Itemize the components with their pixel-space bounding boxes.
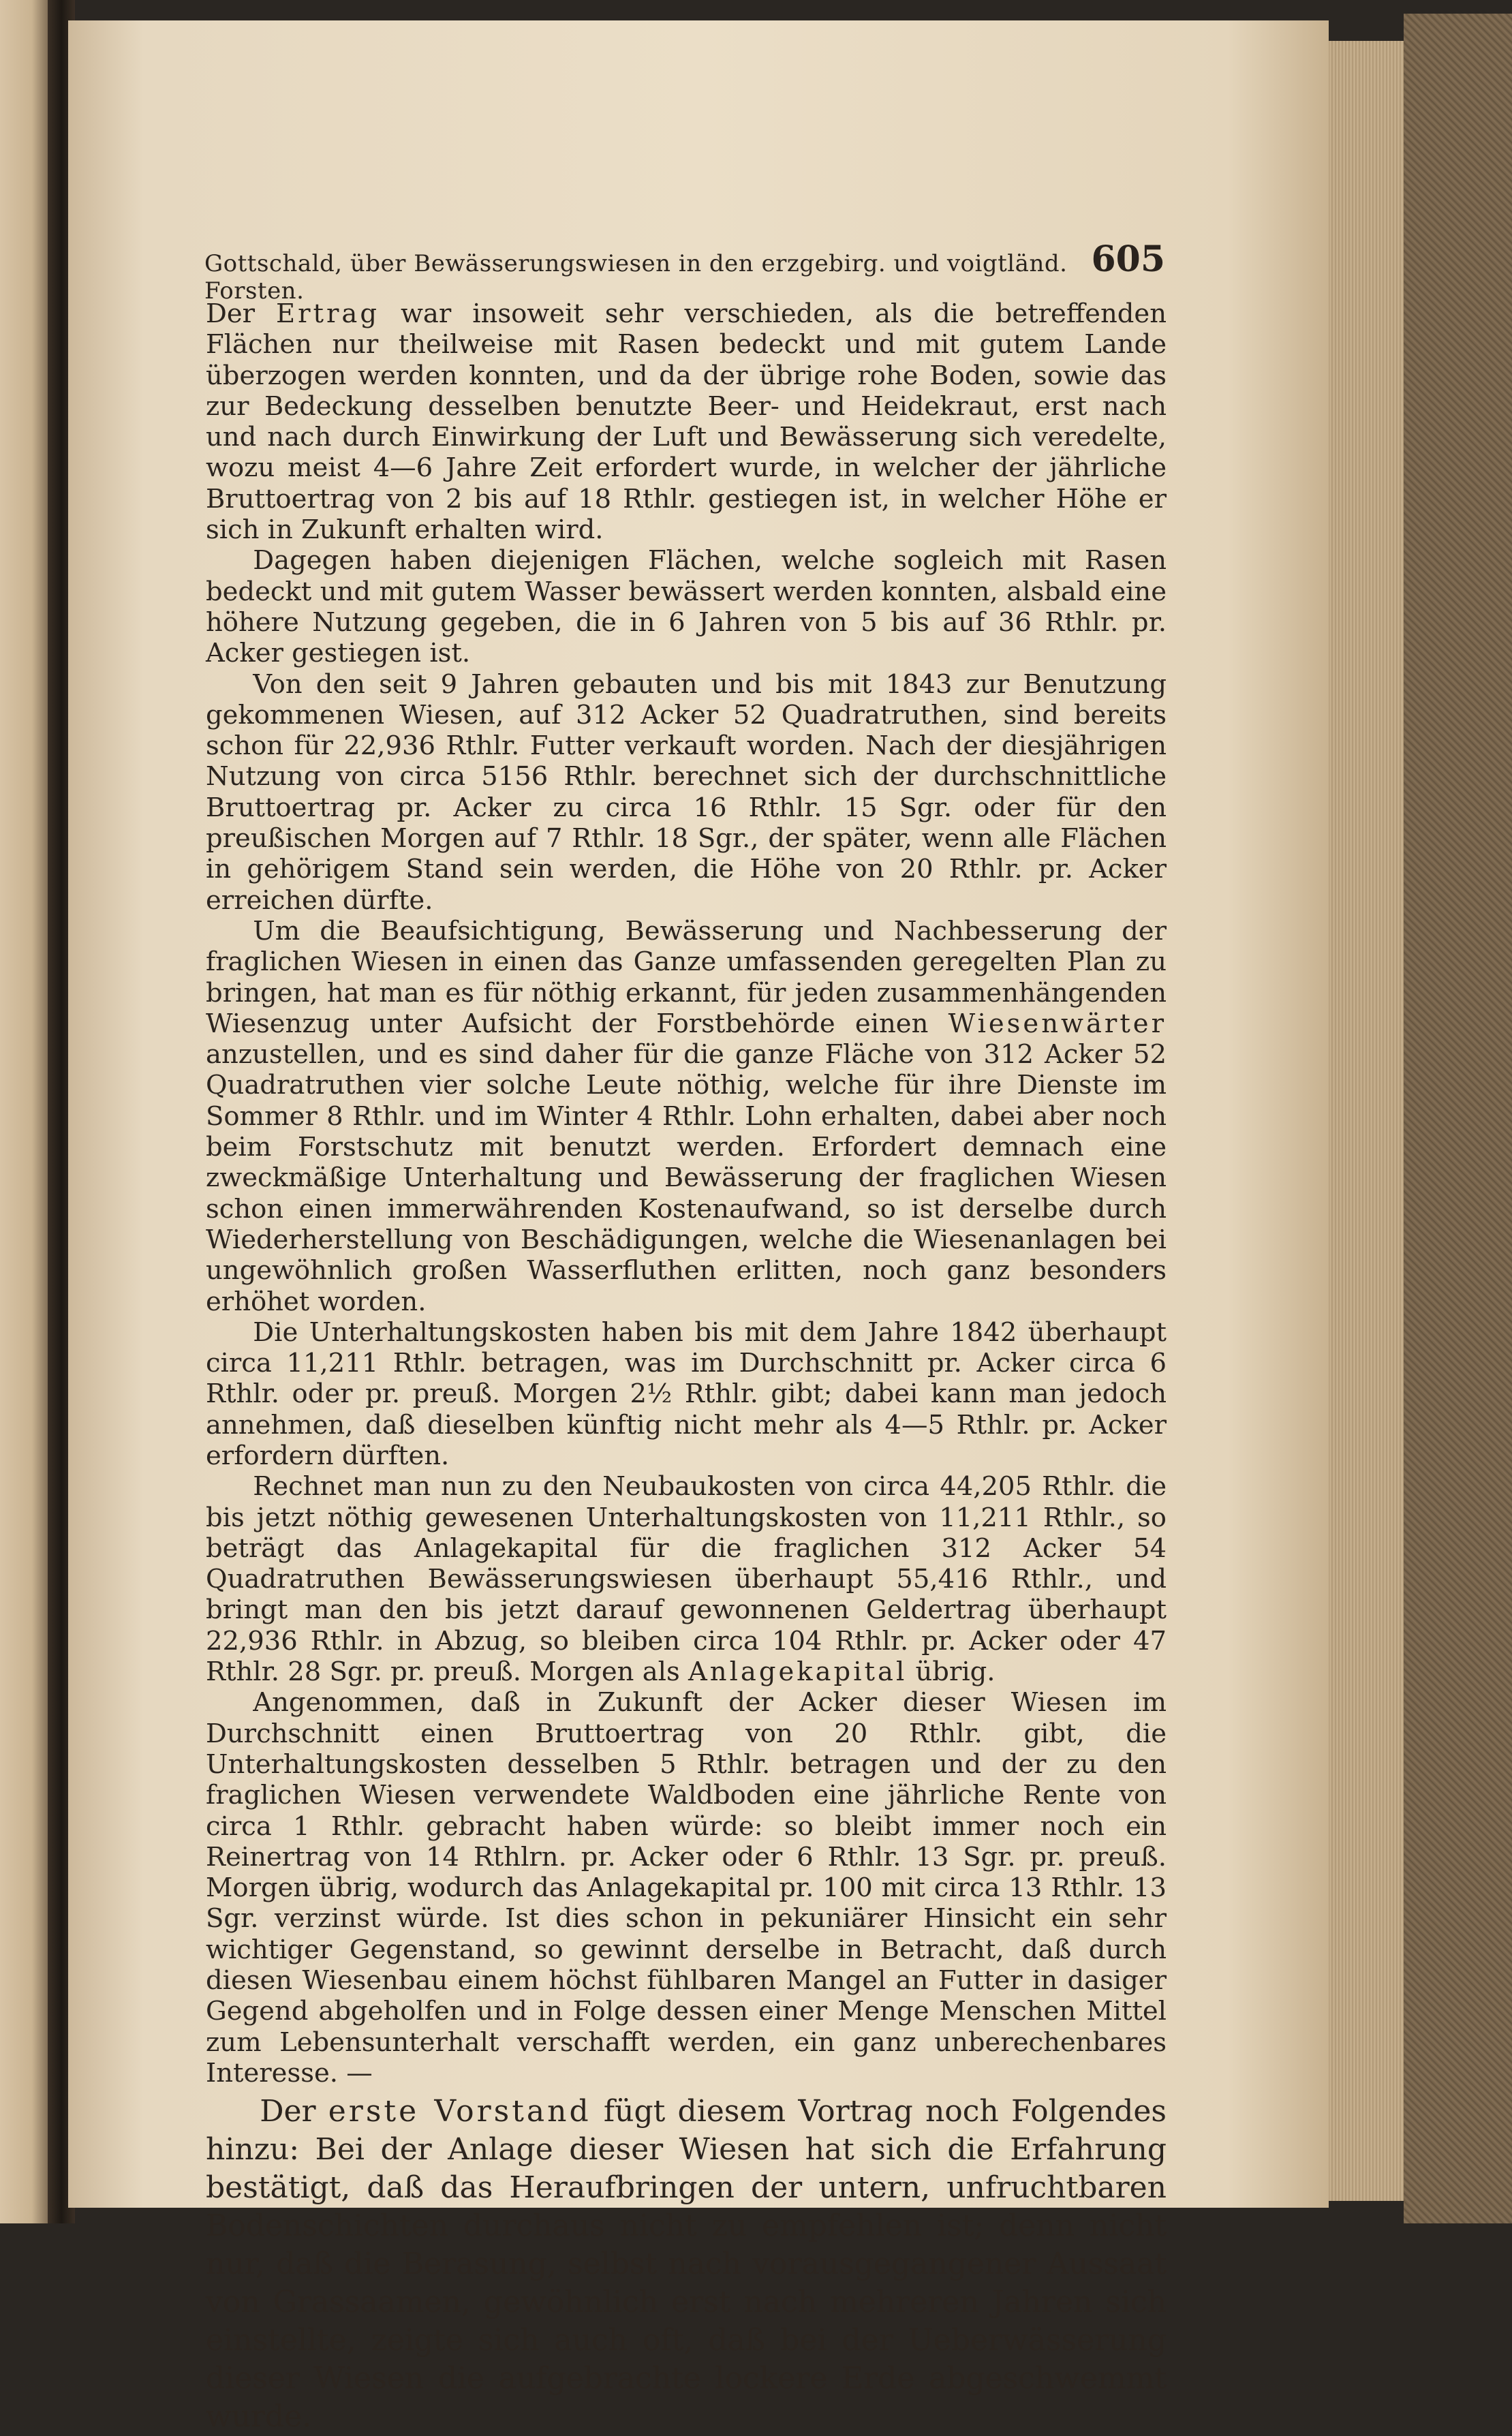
paragraph-6-lead: Rechnet man nun zu den Neubaukosten von circa 44,205 Rthlr. die bis jetzt nöthig gewesenen Unterhaltungskosten von 11,211 Rthlr., so beträgt das Anlagekapital für die fraglichen 312 Acker 54 Quadratruthen Bewässerungswiesen überhaupt 55,416 Rthlr., und bringt man den bis jetzt darauf gewonnenen Geldertrag überhaupt 22,936 Rthlr. in Abzug, so bleiben circa 104 Rthlr. pr. Acker oder 47 Rthlr. 28 Sgr. pr. preuß. Morgen als	[206, 1471, 1167, 1688]
paragraph-6	[206, 1471, 1167, 1687]
page-stack-edge	[1329, 41, 1404, 2201]
paragraph-8-lead: Der	[260, 2094, 316, 2129]
paragraph-4	[206, 916, 1167, 1317]
paragraph-2: Dagegen haben diejenigen Flächen, welche sogleich mit Rasen bedeckt und mit gutem Wasser bewässert werden konnten, alsbald eine höhere Nutzung gegeben, die in 6 Jahren von 5 bis auf 36 Rthlr. pr. Acker gestiegen ist.	[206, 545, 1167, 669]
paragraph-6-spaced: Anlagekapital	[688, 1656, 908, 1688]
paragraph-4-lead: Um die Beaufsichtigung, Bewässerung und Nachbesserung der fraglichen Wiesen in einen das Ganze umfassenden geregelten Plan zu bringen, hat man es für nöthig erkannt, für jeden zusammenhängenden Wiesenzug unter Aufsicht der Forstbehörde einen	[206, 915, 1167, 1039]
page-header	[204, 238, 1165, 305]
paragraph-8-spaced: erste Vorstand	[328, 2094, 591, 2129]
paragraph-5: Die Unterhaltungskosten haben bis mit dem Jahre 1842 überhaupt circa 11,211 Rthlr. betragen, was im Durchschnitt pr. Acker circa 6 Rthlr. oder pr. preuß. Morgen 2½ Rthlr. gibt; dabei kann man jedoch annehmen, daß dieselben künftig nicht mehr als 4—5 Rthlr. pr. Acker erfordern dürften.	[206, 1316, 1167, 1471]
paragraph-4-rest: anzustellen, und es sind daher für die ganze Fläche von 312 Acker 52 Quadratruthen vier solche Leute nöthig, welche für ihre Dienste im Sommer 8 Rthlr. und im Winter 4 Rthlr. Lohn erhalten, dabei aber noch beim Forstschutz mit benutzt werden. Erfordert demnach eine zweckmäßige Unterhaltung und Bewässerung der fraglichen Wiesen schon einen immerwährenden Kostenaufwand, so ist derselbe durch Wiederherstellung von Beschädigungen, welche die Wiesenanlagen bei ungewöhnlich großen Wasserfluthen erlitten, noch ganz besonders erhöhet worden.	[206, 1039, 1167, 1317]
paragraph-1-lead: Der	[206, 298, 256, 329]
left-page-edge	[0, 0, 53, 2223]
running-head: Gottschald, über Bewässerungswiesen in den erzgebirg. und voigtländ. Forsten.	[204, 250, 1068, 305]
paragraph-7: Angenommen, daß in Zukunft der Acker dieser Wiesen im Durchschnitt einen Bruttoertrag von 20 Rthlr. gibt, die Unterhaltungskosten desselben 5 Rthlr. betragen und der zu den fraglichen Wiesen verwendete Waldboden eine jährliche Rente von circa 1 Rthlr. gebracht haben würde: so bleibt immer noch ein Reinertrag von 14 Rthlrn. pr. Acker oder 6 Rthlr. 13 Sgr. pr. preuß. Morgen übrig, wodurch das Anlagekapital pr. 100 mit circa 13 Rthlr. 13 Sgr. verzinst würde. Ist dies schon in pekuniärer Hinsicht ein sehr wichtiger Gegenstand, so gewinnt derselbe in Betracht, daß durch diesen Wiesenbau einem höchst fühlbaren Mangel an Futter in dasiger Gegend abgeholfen und in Folge dessen einer Menge Menschen Mittel zum Lebensunterhalt verschafft werden, ein ganz unberechenbares Interesse. —	[206, 1687, 1167, 2088]
paragraph-1	[206, 298, 1167, 545]
paragraph-1-spaced: Ertrag	[276, 298, 380, 329]
paragraph-8-rest: fügt diesem Vortrag noch Folgendes hinzu: Bei der Anlage dieser Wiesen hat sich die Erfahrung bestätigt, daß das Heraufbringen der untern, unfruchtbaren Bodenschichten durchaus nicht zu empfehlen ist; denn nicht nur, daß die Berasung, selbst nach vorausgegangener Aussaat von Grassaamen, gewöhnlich erst nach mehreren Jahren sich einstellte, zeigte sich auch oft, daß bei der Ueberwässerung dieser Wiesen die aufgebrachte lockere Erde abgeschwemmt wurde.	[206, 2094, 1167, 2435]
body-text	[206, 298, 1167, 2436]
paragraph-6-rest: übrig.	[907, 1656, 996, 1688]
paragraph-4-spaced: Wiesenwärter	[948, 1008, 1167, 1039]
paragraph-8	[206, 2093, 1167, 2436]
paragraph-3: Von den seit 9 Jahren gebauten und bis mit 1843 zur Benutzung gekommenen Wiesen, auf 312 Acker 52 Quadratruthen, sind bereits schon für 22,936 Rthlr. Futter verkauft worden. Nach der diesjährigen Nutzung von circa 5156 Rthlr. berechnet sich der durchschnittliche Bruttoertrag pr. Acker zu circa 16 Rthlr. 15 Sgr. oder für den preußischen Morgen auf 7 Rthlr. 18 Sgr., der später, wenn alle Flächen in gehörigem Stand sein werden, die Höhe von 20 Rthlr. pr. Acker erreichen dürfte.	[206, 668, 1167, 916]
paragraph-1-rest: war insoweit sehr verschieden, als die betreffenden Flächen nur theilweise mit Rasen bedeckt und mit gutem Lande überzogen werden konnten, und da der übrige rohe Boden, sowie das zur Bedeckung desselben benutzte Beer- und Heidekraut, erst nach und nach durch Einwirkung der Luft und Bewässerung sich veredelte, wozu meist 4—6 Jahre Zeit erfordert wurde, in welcher der jährliche Bruttoertrag von 2 bis auf 18 Rthlr. gestiegen ist, in welcher Höhe er sich in Zukunft erhalten wird.	[206, 298, 1167, 546]
book-cover	[1404, 14, 1512, 2223]
page-number: 605	[1091, 238, 1165, 280]
